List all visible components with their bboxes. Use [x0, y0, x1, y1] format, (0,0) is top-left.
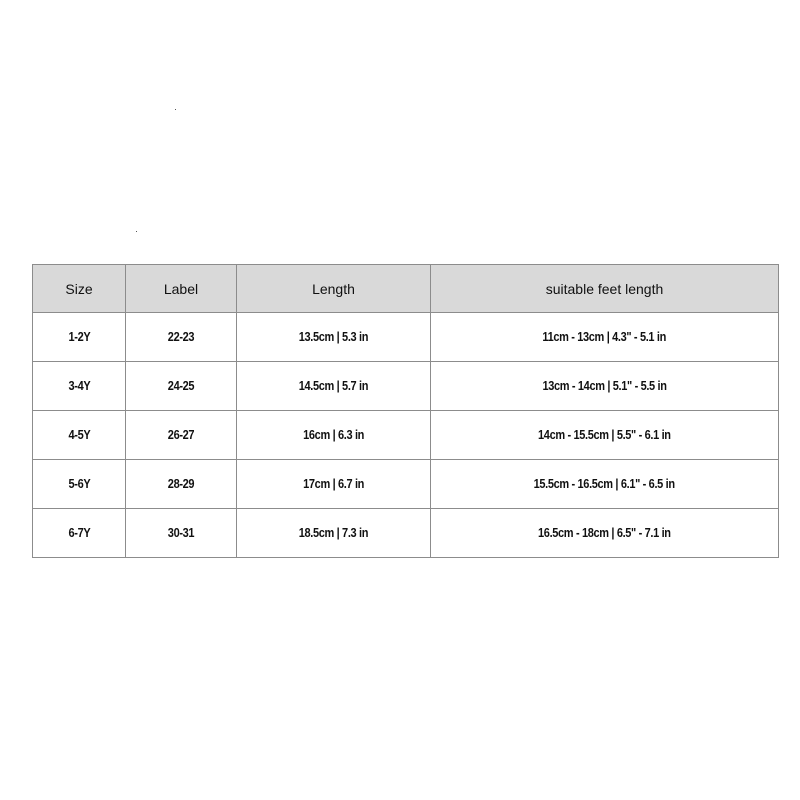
cell-text: 16.5cm - 18cm | 6.5" - 7.1 in: [538, 526, 671, 540]
cell-length: [237, 362, 431, 411]
cell-text: 5-6Y: [68, 477, 90, 491]
cell-length: [237, 411, 431, 460]
cell-feet-length: [431, 460, 779, 509]
table-row: [33, 411, 779, 460]
cell-text: 28-29: [167, 477, 195, 491]
cell-label: [126, 411, 237, 460]
cell-size: [33, 460, 126, 509]
cell-length: [237, 509, 431, 558]
cell-text: 11cm - 13cm | 4.3" - 5.1 in: [542, 330, 667, 344]
cell-size: [33, 411, 126, 460]
cell-text: 18.5cm | 7.3 in: [298, 526, 369, 540]
cell-text: 13.5cm | 5.3 in: [298, 330, 369, 344]
header-suitable-feet-length: suitable feet length: [431, 265, 779, 313]
cell-text: 30-31: [167, 526, 195, 540]
cell-label: [126, 313, 237, 362]
cell-feet-length: [431, 362, 779, 411]
table-row: [33, 460, 779, 509]
table-row: [33, 362, 779, 411]
size-chart-table: [32, 264, 779, 558]
stray-dot: [136, 231, 137, 232]
cell-length: [237, 460, 431, 509]
cell-text: 24-25: [167, 379, 195, 393]
table-header-row: [33, 265, 779, 313]
header-size: Size: [33, 265, 126, 313]
cell-text: 1-2Y: [68, 330, 90, 344]
cell-feet-length: [431, 509, 779, 558]
table-row: [33, 313, 779, 362]
cell-text: 13cm - 14cm | 5.1" - 5.5 in: [542, 379, 667, 393]
cell-feet-length: [431, 313, 779, 362]
cell-text: 16cm | 6.3 in: [303, 428, 364, 442]
cell-text: 15.5cm - 16.5cm | 6.1" - 6.5 in: [533, 477, 676, 491]
cell-text: 14cm - 15.5cm | 5.5" - 6.1 in: [538, 428, 671, 442]
cell-label: [126, 460, 237, 509]
table-row: [33, 509, 779, 558]
cell-text: 22-23: [167, 330, 195, 344]
cell-text: 14.5cm | 5.7 in: [298, 379, 369, 393]
cell-feet-length: [431, 411, 779, 460]
cell-size: [33, 509, 126, 558]
cell-text: 26-27: [167, 428, 195, 442]
header-label: Label: [126, 265, 237, 313]
header-length: Length: [237, 265, 431, 313]
cell-text: 17cm | 6.7 in: [303, 477, 364, 491]
stray-dot: [175, 109, 176, 110]
cell-text: 6-7Y: [68, 526, 90, 540]
cell-size: [33, 313, 126, 362]
cell-label: [126, 362, 237, 411]
cell-size: [33, 362, 126, 411]
cell-length: [237, 313, 431, 362]
cell-label: [126, 509, 237, 558]
cell-text: 4-5Y: [68, 428, 90, 442]
cell-text: 3-4Y: [68, 379, 90, 393]
